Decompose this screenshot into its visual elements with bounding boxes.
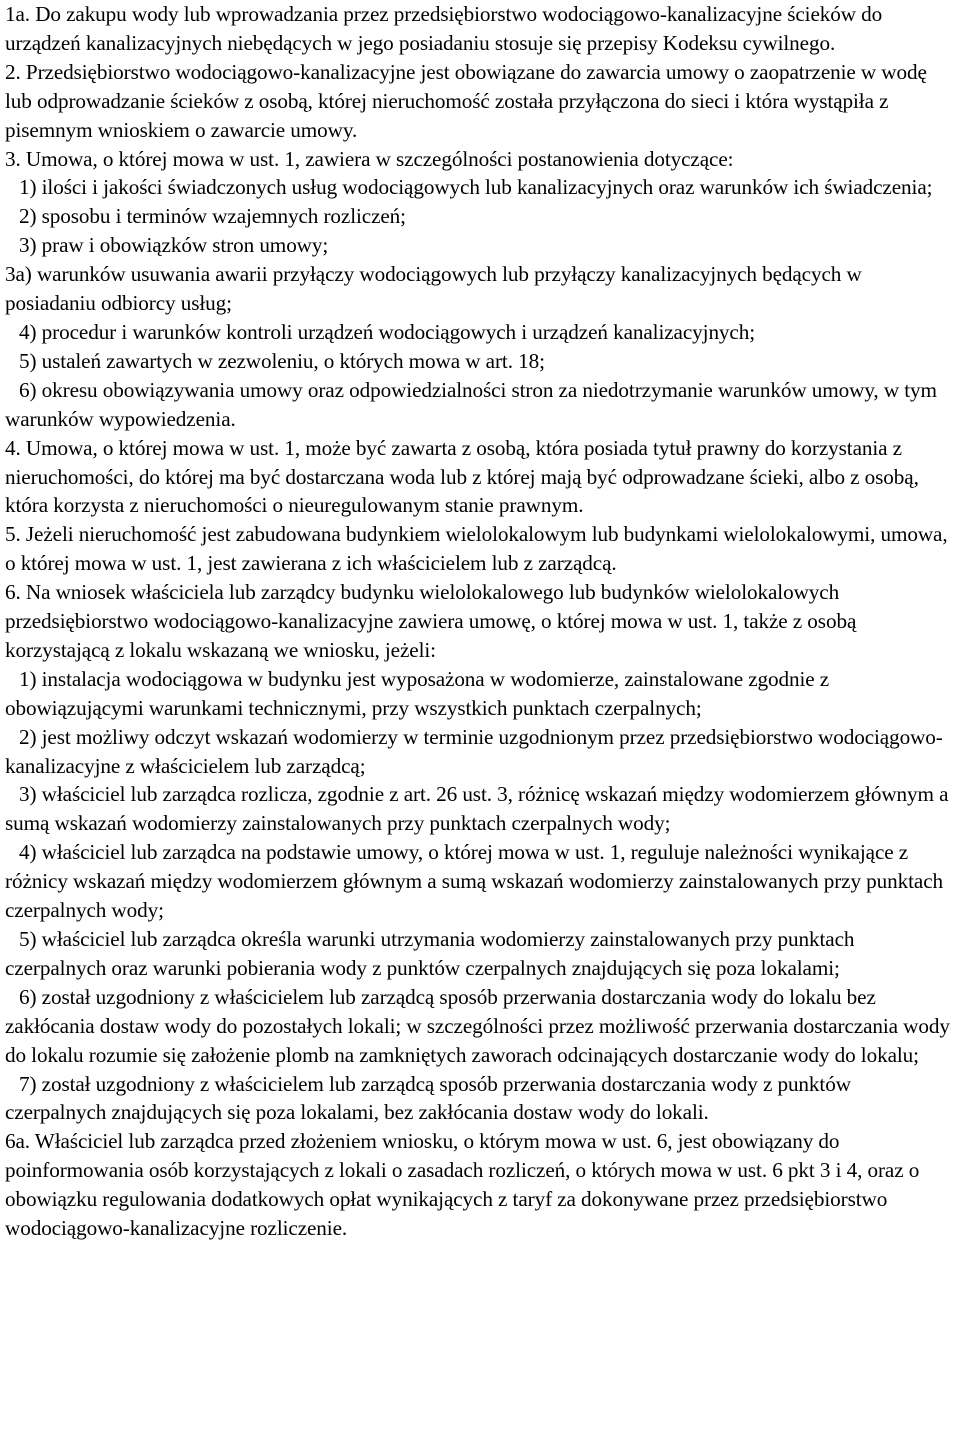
- paragraph-1a: 1a. Do zakupu wody lub wprowadzania przez przedsiębiorstwo wodociągowo-kanalizacyjne ścieków do urządzeń kanalizacyjnych niebędących w jego posiadaniu stosuje się przepisy Kodeksu cywilnego.: [5, 2, 883, 55]
- paragraph-6a: 6a. Właściciel lub zarządca przed złożeniem wniosku, o którym mowa w ust. 6, jest obowiązany do poinformowania osób korzystających z lokali o zasadach rozliczeń, o których mowa w ust. 6 pkt 3 i 4, oraz o obowiązku regulowania dodatkowych opłat wynikających z taryf za dokonywane przez przedsiębiorstwo wodociągowo-kanalizacyjne rozliczenie.: [5, 1129, 920, 1241]
- paragraph-3-item-2: 2) sposobu i terminów wzajemnych rozliczeń;: [19, 204, 406, 229]
- paragraph-6-item-7: 7) został uzgodniony z właścicielem lub zarządcą sposób przerwania dostarczania wody z punktów czerpalnych znajdujących się poza lokalami, bez zakłócania dostaw wody do lokali.: [5, 1071, 851, 1125]
- paragraph-2: 2. Przedsiębiorstwo wodociągowo-kanalizacyjne jest obowiązane do zawarcia umowy o zaopatrzenie w wodę lub odprowadzanie ścieków z osobą, której nieruchomość została przyłączona do sieci i która wystąpiła z pisemnym wnioskiem o zawarcie umowy.: [5, 59, 927, 142]
- paragraph-3: 3. Umowa, o której mowa w ust. 1, zawiera w szczególności postanowienia dotyczące:: [5, 146, 734, 171]
- paragraph-6-item-6: 6) został uzgodniony z właścicielem lub zarządcą sposób przerwania dostarczania wody do lokalu bez zakłócania dostaw wody do pozostałych lokali; w szczególności przez możliwość przerwania dostarczania wody do lokalu rozumie się założenie plomb na zamkniętych zaworach odcinających dostarczanie wody do lokalu;: [5, 984, 950, 1067]
- paragraph-3-item-6: 6) okresu obowiązywania umowy oraz odpowiedzialności stron za niedotrzymanie warunków umowy, w tym warunków wypowiedzenia.: [5, 377, 937, 431]
- paragraph-3-item-3: 3) praw i obowiązków stron umowy;: [19, 233, 329, 258]
- paragraph-6-item-1: 1) instalacja wodociągowa w budynku jest wyposażona w wodomierze, zainstalowane zgodnie z obowiązującymi warunkami technicznymi, przy wszystkich punktach czerpalnych;: [5, 666, 830, 720]
- paragraph-3-item-4: 4) procedur i warunków kontroli urządzeń wodociągowych i urządzeń kanalizacyjnych;: [19, 319, 756, 344]
- document-page: [5, 0, 957, 1243]
- paragraph-4: 4. Umowa, o której mowa w ust. 1, może być zawarta z osobą, która posiada tytuł prawny do korzystania z nieruchomości, do której ma być dostarczana woda lub z której mają być odprowadzane ścieki, albo z osobą, która korzysta z nieruchomości o nieuregulowanym stanie prawnym.: [5, 435, 919, 518]
- paragraph-6-item-5: 5) właściciel lub zarządca określa warunki utrzymania wodomierzy zainstalowanych przy punktach czerpalnych oraz warunki pobierania wody z punktów czerpalnych znajdujących się poza lokalami;: [5, 927, 855, 980]
- paragraph-3-item-3a: 3a) warunków usuwania awarii przyłączy wodociągowych lub przyłączy kanalizacyjnych będących w posiadaniu odbiorcy usług;: [5, 262, 862, 316]
- paragraph-6-item-2: 2) jest możliwy odczyt wskazań wodomierzy w terminie uzgodnionym przez przedsiębiorstwo wodociągowo-kanalizacyjne z właścicielem lub zarządcą;: [5, 724, 943, 778]
- paragraph-3-item-1: 1) ilości i jakości świadczonych usług wodociągowych lub kanalizacyjnych oraz warunków ich świadczenia;: [19, 175, 933, 200]
- paragraph-6-item-3: 3) właściciel lub zarządca rozlicza, zgodnie z art. 26 ust. 3, różnicę wskazań między wodomierzem głównym a sumą wskazań wodomierzy zainstalowanych przy punktach czerpalnych wody;: [5, 782, 949, 836]
- paragraph-6-item-4: 4) właściciel lub zarządca na podstawie umowy, o której mowa w ust. 1, reguluje należności wynikające z różnicy wskazań między wodomierzem głównym a sumą wskazań wodomierzy zainstalowanych przy punktach czerpalnych wody;: [5, 840, 944, 923]
- paragraph-5: 5. Jeżeli nieruchomość jest zabudowana budynkiem wielolokalowym lub budynkami wielolokalowymi, umowa, o której mowa w ust. 1, jest zawierana z ich właścicielem lub z zarządcą.: [5, 522, 948, 576]
- paragraph-6: 6. Na wniosek właściciela lub zarządcy budynku wielolokalowego lub budynków wielolokalowych przedsiębiorstwo wodociągowo-kanalizacyjne zawiera umowę, o której mowa w ust. 1, także z osobą korzystającą z lokalu wskazaną we wniosku, jeżeli:: [5, 580, 857, 662]
- paragraph-3-item-5: 5) ustaleń zawartych w zezwoleniu, o których mowa w art. 18;: [19, 348, 545, 373]
